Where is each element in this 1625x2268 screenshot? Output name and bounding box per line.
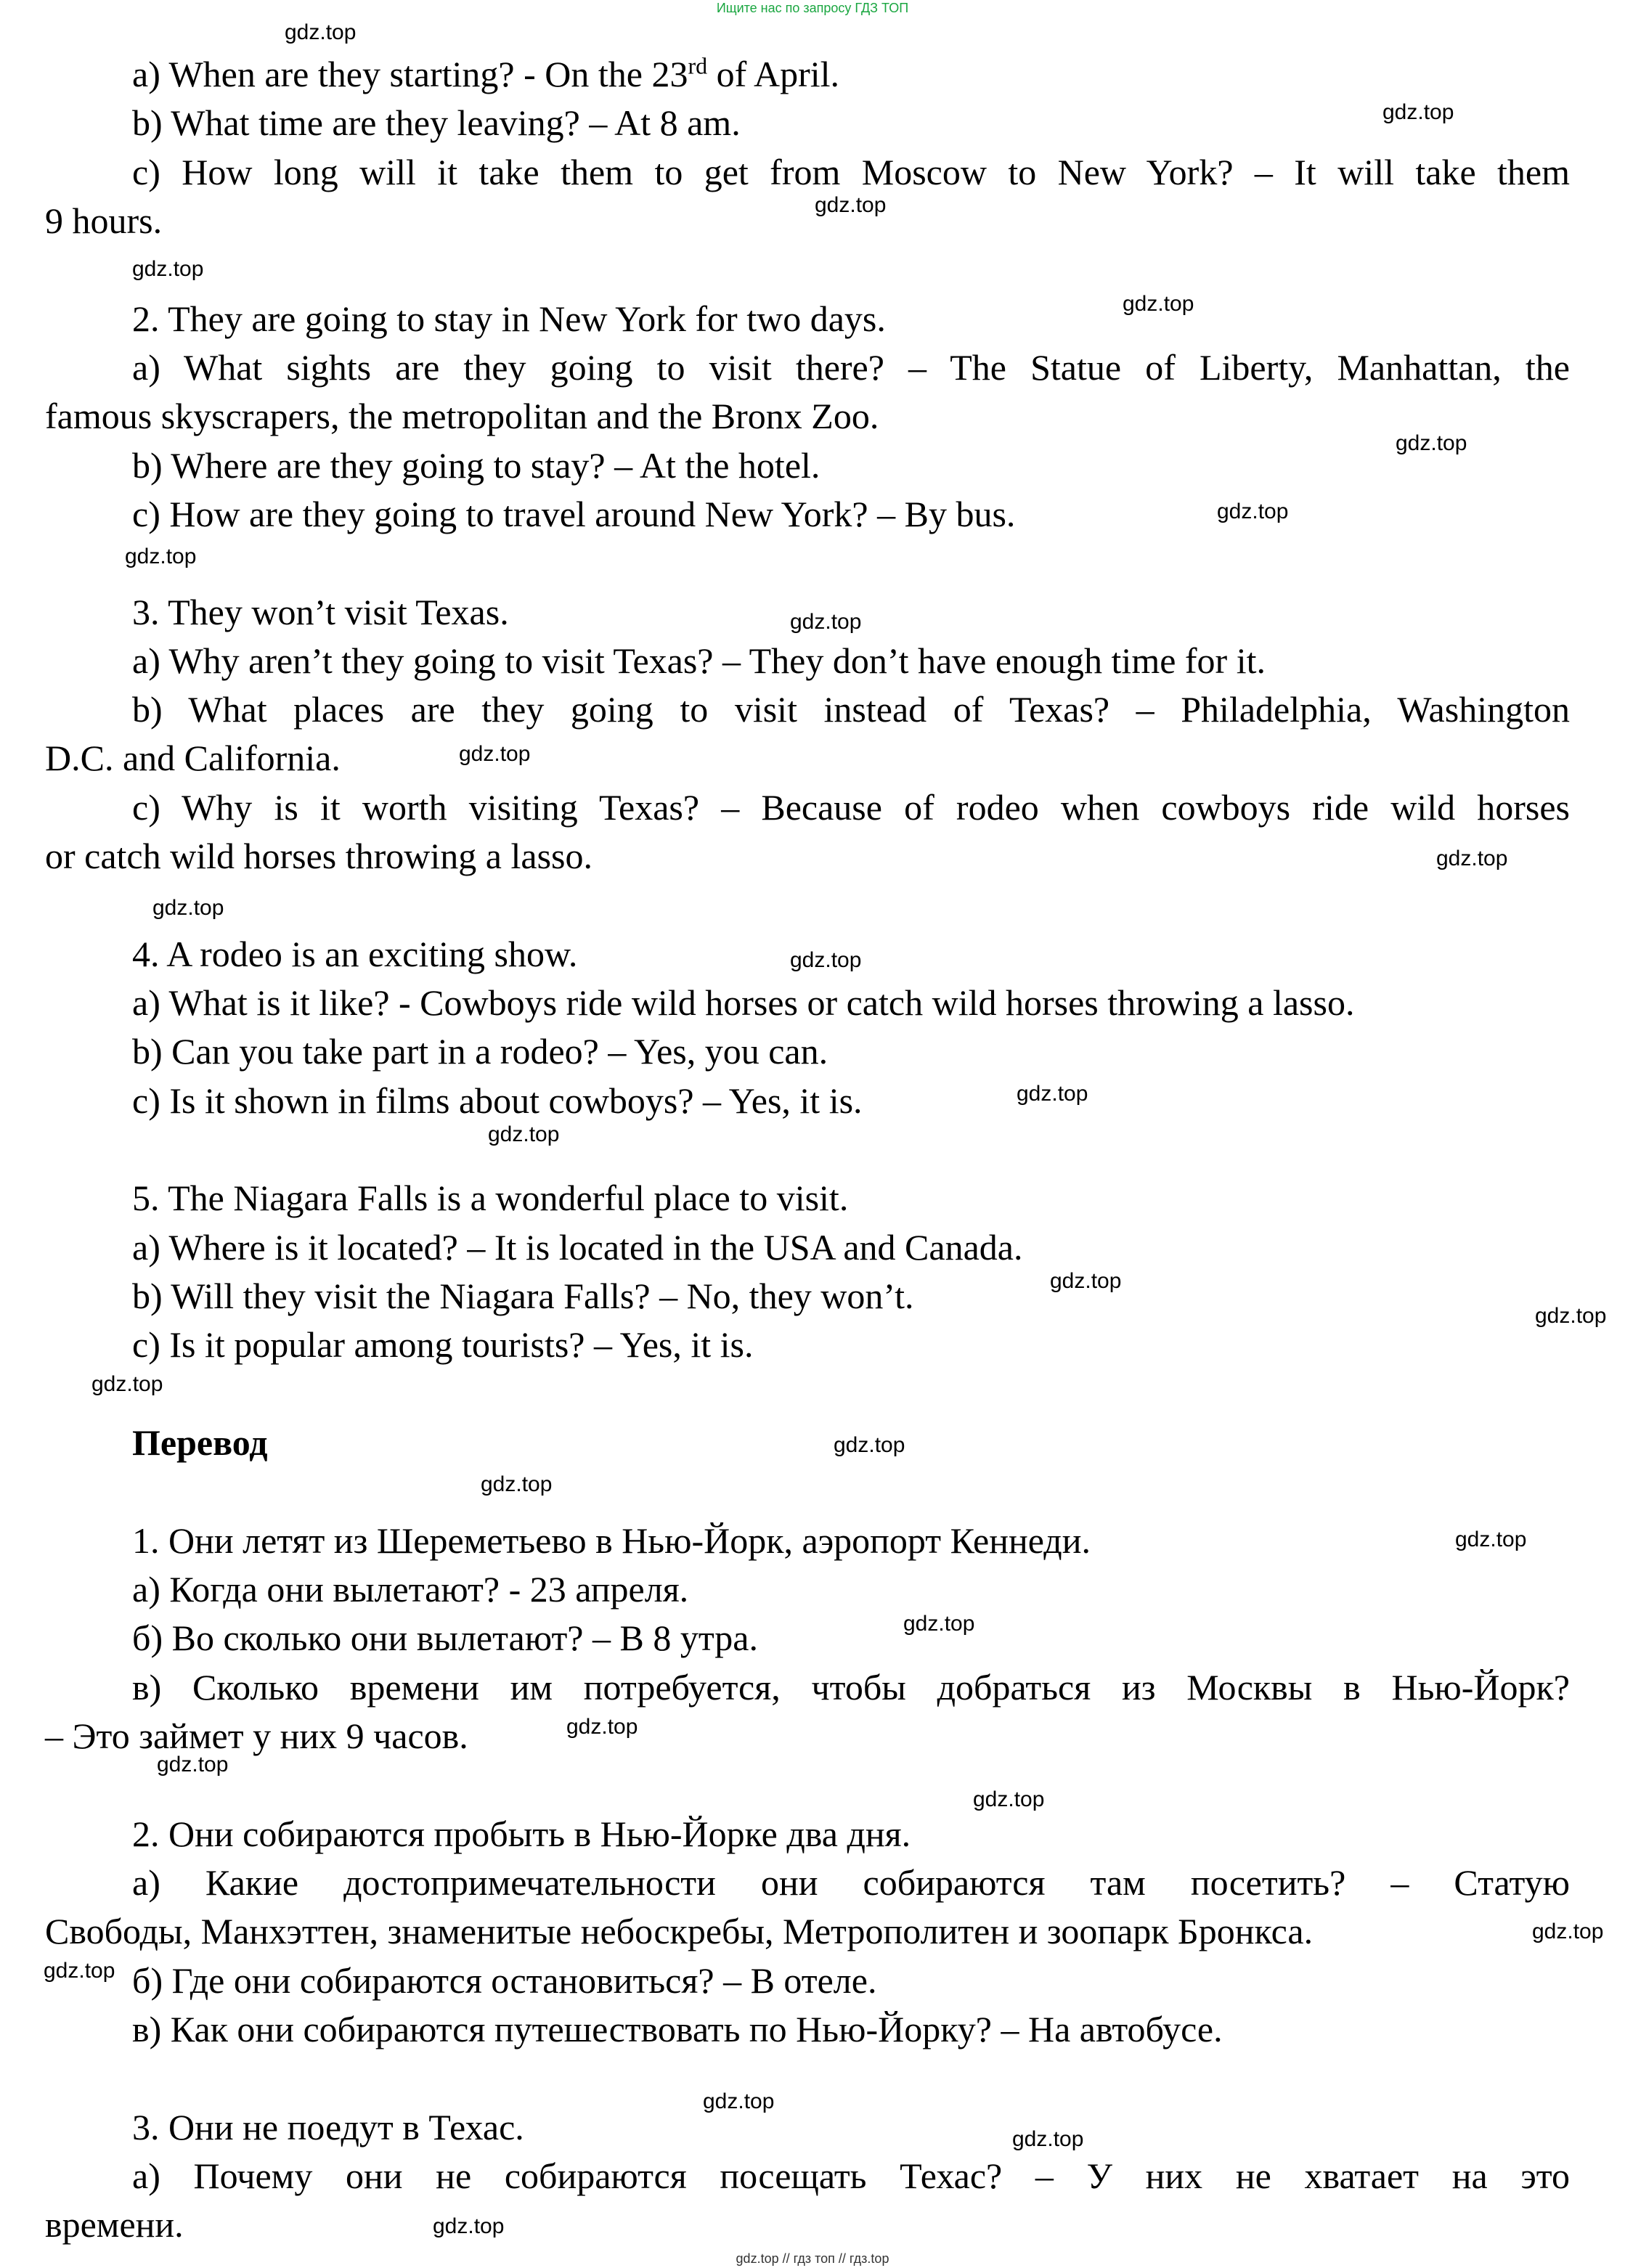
watermark: gdz.top — [1012, 2127, 1084, 2151]
text-line: D.C. and California. — [45, 738, 341, 778]
text-line: 2. Они собираются пробыть в Нью-Йорке два дня. — [132, 1814, 911, 1854]
watermark: gdz.top — [566, 1715, 638, 1739]
watermark: gdz.top — [488, 1122, 560, 1146]
text-line: c) Is it shown in films about cowboys? – Yes, it is. — [132, 1080, 863, 1121]
text-line: a) When are they starting? - On the 23rd of April. — [132, 52, 840, 94]
text-line: 1. Они летят из Шереметьево в Нью-Йорк, аэропорт Кеннеди. — [132, 1520, 1091, 1561]
text-line: c) How are they going to travel around New York? – By bus. — [132, 494, 1016, 534]
watermark: gdz.top — [91, 1372, 163, 1396]
watermark: gdz.top — [459, 742, 531, 766]
text-line: c) How long will it take them to get from Moscow to New York? – It will take them — [132, 152, 1570, 192]
watermark: gdz.top — [125, 544, 197, 568]
watermark: gdz.top — [790, 948, 862, 972]
text-line: а) Почему они не собираются посещать Техас? – У них не хватает на это — [132, 2155, 1570, 2196]
text-line: а) Когда они вылетают? - 23 апреля. — [132, 1569, 689, 1610]
text-line: b) What places are they going to visit instead of Texas? – Philadelphia, Washington — [132, 689, 1570, 730]
text-line: b) Will they visit the Niagara Falls? – No, they won’t. — [132, 1276, 914, 1316]
text-line: c) Why is it worth visiting Texas? – Because of rodeo when cowboys ride wild horses — [132, 787, 1570, 828]
watermark: gdz.top — [433, 2214, 505, 2238]
watermark: gdz.top — [1436, 847, 1508, 870]
watermark: gdz.top — [1455, 1527, 1527, 1551]
watermark: gdz.top — [132, 257, 204, 281]
watermark: gdz.top — [1532, 1920, 1604, 1943]
section-heading: Перевод — [132, 1422, 268, 1463]
watermark: gdz.top — [1050, 1269, 1122, 1293]
watermark: gdz.top — [481, 1472, 553, 1496]
footer-note: gdz.top // гдз топ // гдз.top — [736, 2251, 889, 2266]
text-line: – Это займет у них 9 часов. — [45, 1716, 468, 1756]
text-line: 5. The Niagara Falls is a wonderful place to visit. — [132, 1178, 849, 1218]
watermark: gdz.top — [903, 1612, 975, 1636]
watermark: gdz.top — [834, 1433, 905, 1457]
text-line: Свободы, Манхэттен, знаменитые небоскребы, Метрополитен и зоопарк Бронкса. — [45, 1911, 1314, 1951]
text-line: b) Can you take part in a rodeo? – Yes, you can. — [132, 1031, 828, 1072]
watermark: gdz.top — [1123, 292, 1194, 316]
text-line: в) Сколько времени им потребуется, чтобы добраться из Москвы в Нью-Йорк? — [132, 1667, 1570, 1708]
text-line: famous skyscrapers, the metropolitan and the Bronx Zoo. — [45, 396, 879, 436]
watermark: gdz.top — [157, 1753, 229, 1777]
text-line: 4. A rodeo is an exciting show. — [132, 934, 578, 974]
watermark: gdz.top — [152, 896, 224, 920]
text-line: a) What sights are they going to visit there? – The Statue of Liberty, Manhattan, the — [132, 347, 1570, 388]
watermark: gdz.top — [44, 1959, 115, 1983]
text-line: 9 hours. — [45, 200, 163, 241]
text-line: в) Как они собираются путешествовать по Нью-Йорку? – На автобусе. — [132, 2009, 1223, 2049]
text-line: времени. — [45, 2204, 184, 2245]
watermark: gdz.top — [1382, 100, 1454, 124]
watermark: gdz.top — [815, 193, 887, 217]
text-line: 2. They are going to stay in New York for two days. — [132, 298, 886, 339]
text-line: a) Where is it located? – It is located in the USA and Canada. — [132, 1227, 1023, 1268]
watermark: gdz.top — [1535, 1304, 1607, 1328]
text-line: b) Where are they going to stay? – At the hotel. — [132, 445, 820, 486]
watermark: gdz.top — [285, 20, 357, 44]
text-line: 3. They won’t visit Texas. — [132, 592, 509, 632]
text-line: а) Какие достопримечательности они собираются там посетить? – Статую — [132, 1862, 1570, 1903]
watermark: gdz.top — [1396, 431, 1467, 455]
watermark: gdz.top — [1217, 499, 1289, 523]
text-line: b) What time are they leaving? – At 8 am. — [132, 102, 741, 143]
watermark: gdz.top — [1017, 1082, 1088, 1106]
text-line: c) Is it popular among tourists? – Yes, it is. — [132, 1324, 754, 1365]
text-line: б) Где они собираются остановиться? – В отеле. — [132, 1960, 877, 2001]
watermark: gdz.top — [973, 1787, 1045, 1811]
text-line: б) Во сколько они вылетают? – В 8 утра. — [132, 1618, 758, 1658]
watermark: gdz.top — [703, 2089, 775, 2113]
text-line: 3. Они не поедут в Техас. — [132, 2107, 524, 2147]
text-line: a) What is it like? - Cowboys ride wild horses or catch wild horses throwing a lasso. — [132, 982, 1355, 1023]
text-line: a) Why aren’t they going to visit Texas? – They don’t have enough time for it. — [132, 640, 1266, 681]
watermark: gdz.top — [790, 610, 862, 634]
text-line: or catch wild horses throwing a lasso. — [45, 836, 593, 876]
header-note: Ищите нас по запросу ГДЗ ТОП — [716, 1, 909, 15]
